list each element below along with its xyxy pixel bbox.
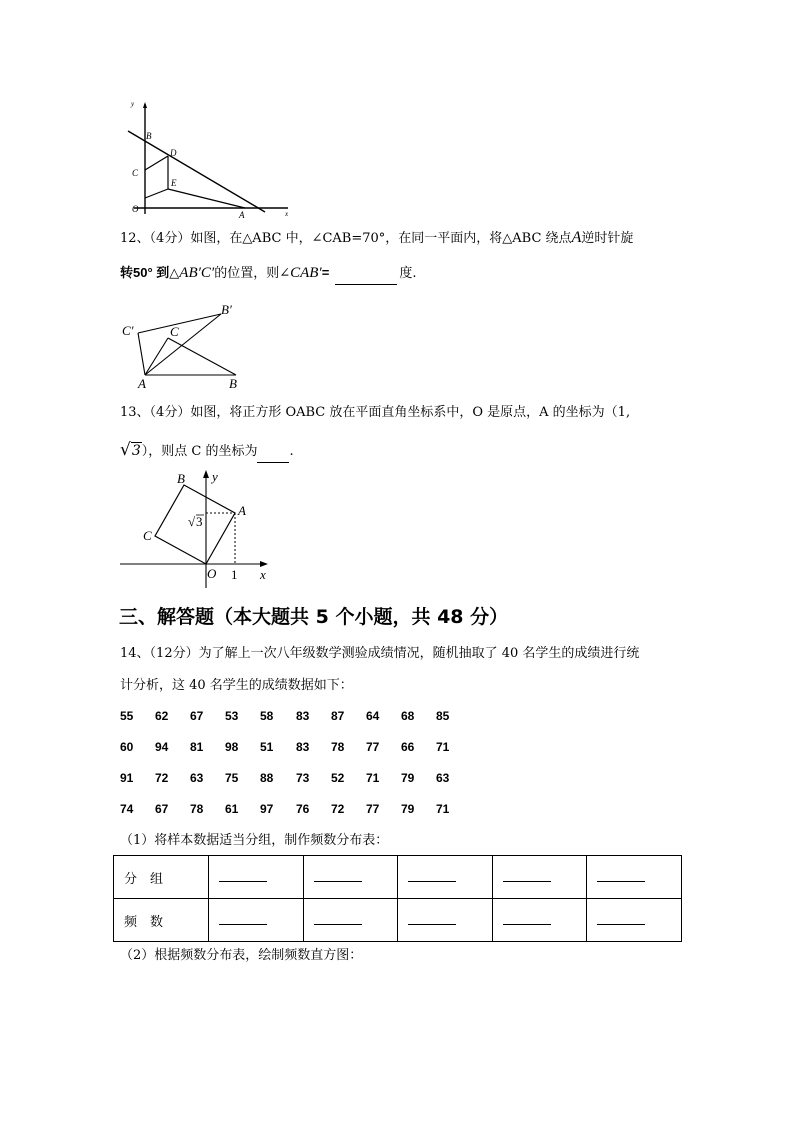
q14-part2: （2）根据频数分布表，绘制频数直方图：	[120, 948, 363, 963]
score-cell: 72	[331, 802, 345, 816]
score-cell: 63	[190, 771, 204, 785]
answer-blank[interactable]	[219, 869, 267, 882]
label-b-prime: B′	[221, 302, 232, 317]
sqrt-icon: √	[188, 514, 196, 529]
label-e: E	[171, 178, 177, 188]
label-b: B	[146, 131, 152, 141]
score-cell: 71	[436, 740, 450, 754]
answer-blank[interactable]	[408, 912, 456, 925]
score-cell: 62	[155, 709, 169, 723]
score-cell: 77	[366, 740, 380, 754]
label-sqrt3: 3	[196, 514, 203, 529]
segment-ac	[145, 338, 168, 375]
label-o: O	[132, 204, 139, 214]
answer-blank[interactable]	[597, 912, 645, 925]
label-a: A	[239, 210, 245, 220]
score-cell: 58	[260, 709, 274, 723]
score-cell: 83	[296, 740, 310, 754]
score-cell: 53	[225, 709, 239, 723]
q13-line2-end: .	[289, 444, 294, 459]
q13-line2-text: ），则点 C 的坐标为	[141, 444, 258, 459]
answer-blank[interactable]	[314, 869, 362, 882]
label-b: B	[177, 471, 185, 486]
q12-line1	[120, 228, 633, 249]
q12-answer-blank	[335, 264, 397, 285]
score-cell: 77	[366, 802, 380, 816]
table-cell	[303, 899, 398, 942]
figure-q13	[118, 468, 273, 590]
score-cell: 85	[436, 709, 450, 723]
score-cell: 75	[225, 771, 239, 785]
score-cell: 78	[331, 740, 345, 754]
label-a: A	[238, 503, 246, 518]
score-cell: 97	[260, 802, 274, 816]
table-cell	[492, 856, 587, 899]
table-cell	[398, 856, 493, 899]
table-cell	[209, 856, 304, 899]
table-cell	[303, 856, 398, 899]
score-cell: 55	[120, 709, 134, 723]
score-cell: 61	[225, 802, 239, 816]
label-one: 1	[231, 567, 238, 582]
q13-radicand: 3	[131, 443, 141, 459]
segment-cd	[145, 156, 168, 170]
q14-part1: （1）将样本数据适当分组，制作频数分布表：	[120, 833, 389, 848]
q13-answer-blank	[257, 442, 289, 463]
label-x-axis: x	[285, 210, 289, 218]
q12-angle: CAB′	[290, 265, 322, 281]
score-cell: 52	[331, 771, 345, 785]
answer-blank[interactable]	[408, 869, 456, 882]
score-cell: 91	[120, 771, 134, 785]
score-cell: 64	[366, 709, 380, 723]
segment-ac-prime	[138, 333, 145, 375]
score-cell: 66	[401, 740, 415, 754]
q12-line2-mid: 的位置，则∠	[214, 266, 291, 281]
score-cell: 81	[190, 740, 204, 754]
q12-line2-suffix: 度.	[399, 266, 417, 281]
score-cell: 73	[296, 771, 310, 785]
label-c: C	[143, 528, 152, 543]
label-d: D	[170, 148, 177, 158]
label-y-axis: y	[131, 100, 135, 108]
table-cell	[587, 856, 682, 899]
q12-line1-suffix: 逆时针旋	[581, 231, 634, 246]
q12-equals: =	[321, 265, 330, 280]
q12-line2	[120, 263, 416, 285]
q13-line1	[120, 403, 630, 423]
frequency-table	[113, 855, 682, 942]
label-c-prime: C′	[122, 323, 134, 338]
q12-point-a: A	[571, 229, 582, 246]
q12-triangle: AB′C′	[179, 265, 215, 281]
score-cell: 88	[260, 771, 274, 785]
figure-q12	[118, 300, 248, 392]
score-cell: 51	[260, 740, 274, 754]
score-cell: 76	[296, 802, 310, 816]
q12-line2-prefix: 转50° 到△	[120, 265, 180, 280]
q13-line2	[120, 440, 294, 463]
sqrt-icon: √	[120, 440, 131, 460]
label-y: y	[212, 469, 218, 484]
score-cell: 78	[190, 802, 204, 816]
table-row-frequency	[114, 899, 682, 942]
answer-blank[interactable]	[503, 869, 551, 882]
row-label-groups: 分 组	[114, 856, 209, 899]
label-c: C	[170, 324, 179, 339]
score-cell: 74	[120, 802, 134, 816]
score-cell: 72	[155, 771, 169, 785]
score-cell: 71	[366, 771, 380, 785]
score-cell: 83	[296, 709, 310, 723]
score-cell: 67	[155, 802, 169, 816]
label-a: A	[138, 376, 146, 391]
q14-line1: 14、（12分）为了解上一次八年级数学测验成绩情况，随机抽取了 40 名学生的成绩进行统	[120, 646, 640, 661]
line-ba	[128, 131, 265, 212]
table-cell	[492, 899, 587, 942]
table-row-groups	[114, 856, 682, 899]
y-axis-arrow-icon	[203, 470, 209, 478]
table-cell	[209, 899, 304, 942]
score-cell: 79	[401, 771, 415, 785]
answer-blank[interactable]	[503, 912, 551, 925]
label-x: x	[260, 567, 266, 582]
score-cell: 87	[331, 709, 345, 723]
segment-cb	[168, 338, 236, 375]
label-b: B	[229, 376, 237, 391]
segment-ea	[168, 189, 245, 208]
table-cell	[587, 899, 682, 942]
y-axis-arrow-icon	[143, 102, 147, 108]
score-cell: 68	[401, 709, 415, 723]
figure-q11	[120, 98, 295, 220]
score-cell: 98	[225, 740, 239, 754]
q13-line1-text: 13、（4分）如图，将正方形 OABC 放在平面直角坐标系中，O 是原点，A 的坐标为（1,	[120, 405, 631, 420]
score-cell: 60	[120, 740, 134, 754]
label-c: C	[132, 168, 139, 178]
score-cell: 63	[436, 771, 450, 785]
segment-e-axis	[145, 189, 168, 198]
score-cell: 79	[401, 802, 415, 816]
score-cell: 67	[190, 709, 204, 723]
answer-blank[interactable]	[314, 912, 362, 925]
answer-blank[interactable]	[597, 869, 645, 882]
score-cell: 94	[155, 740, 169, 754]
table-cell	[398, 899, 493, 942]
section-3-title: 三、解答题（本大题共 5 个小题，共 48 分）	[119, 606, 509, 628]
score-cell: 71	[436, 802, 450, 816]
q14-line2: 计分析，这 40 名学生的成绩数据如下：	[120, 678, 353, 693]
row-label-frequency: 频 数	[114, 899, 209, 942]
label-o: O	[207, 566, 217, 581]
answer-blank[interactable]	[219, 912, 267, 925]
q12-line1-prefix: 12、（4分）如图，在△ABC 中，∠CAB=70°，在同一平面内，将△ABC 绕点	[120, 231, 572, 246]
